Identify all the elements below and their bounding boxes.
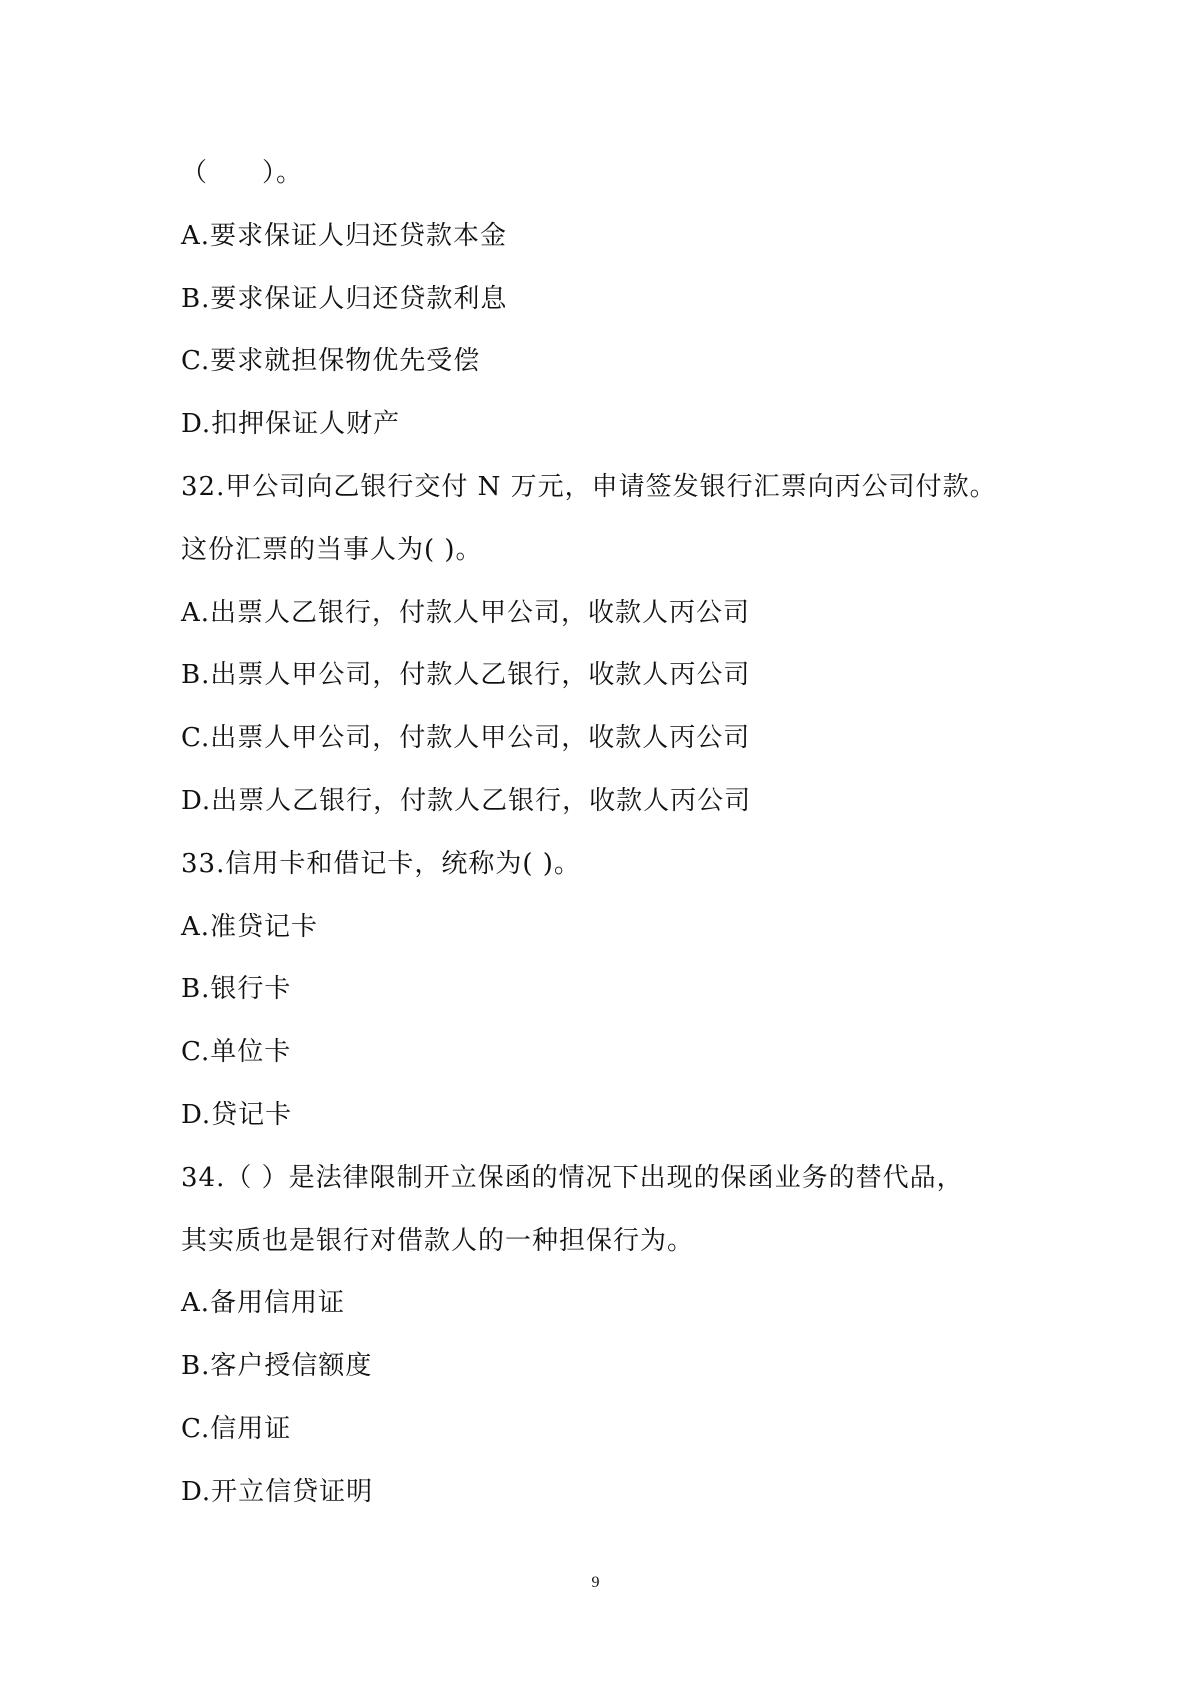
question-33-option-b: B.银行卡 bbox=[181, 974, 292, 1005]
question-34-stem-cont: 其实质也是银行对借款人的一种担保行为。 bbox=[181, 1225, 695, 1256]
page-content bbox=[181, 142, 1061, 1524]
question-33-option-d: D.贷记卡 bbox=[181, 1099, 293, 1130]
question-32-option-b: B.出票人甲公司，付款人乙银行，收款人丙公司 bbox=[181, 660, 751, 691]
page-number: 9 bbox=[591, 1574, 600, 1591]
question-31-option-a: A.要求保证人归还贷款本金 bbox=[181, 220, 508, 251]
question-32-stem-cont: 这份汇票的当事人为( )。 bbox=[181, 534, 483, 565]
question-32-stem: 32.甲公司向乙银行交付 N 万元，申请签发银行汇票向丙公司付款。 bbox=[181, 471, 997, 502]
question-32-option-d: D.出票人乙银行，付款人乙银行，收款人丙公司 bbox=[181, 785, 752, 816]
question-34-stem: 34.（ ）是法律限制开立保函的情况下出现的保函业务的替代品， bbox=[181, 1162, 964, 1193]
question-31-blank: （ ）。 bbox=[181, 158, 304, 188]
question-34-option-b: B.客户授信额度 bbox=[181, 1351, 373, 1382]
question-32-option-c: C.出票人甲公司，付款人甲公司，收款人丙公司 bbox=[181, 723, 751, 754]
question-34-option-c: C.信用证 bbox=[181, 1413, 292, 1444]
question-34-option-a: A.备用信用证 bbox=[181, 1288, 346, 1319]
question-31-option-d: D.扣押保证人财产 bbox=[181, 409, 401, 440]
question-32-option-a: A.出票人乙银行，付款人甲公司，收款人丙公司 bbox=[181, 597, 751, 628]
question-33-option-c: C.单位卡 bbox=[181, 1037, 292, 1068]
question-31-option-b: B.要求保证人归还贷款利息 bbox=[181, 283, 508, 314]
question-33-option-a: A.准贷记卡 bbox=[181, 911, 319, 942]
question-33-stem: 33.信用卡和借记卡，统称为( )。 bbox=[181, 848, 581, 879]
question-34-option-d: D.开立信贷证明 bbox=[181, 1476, 374, 1507]
question-31-option-c: C.要求就担保物优先受偿 bbox=[181, 346, 481, 377]
